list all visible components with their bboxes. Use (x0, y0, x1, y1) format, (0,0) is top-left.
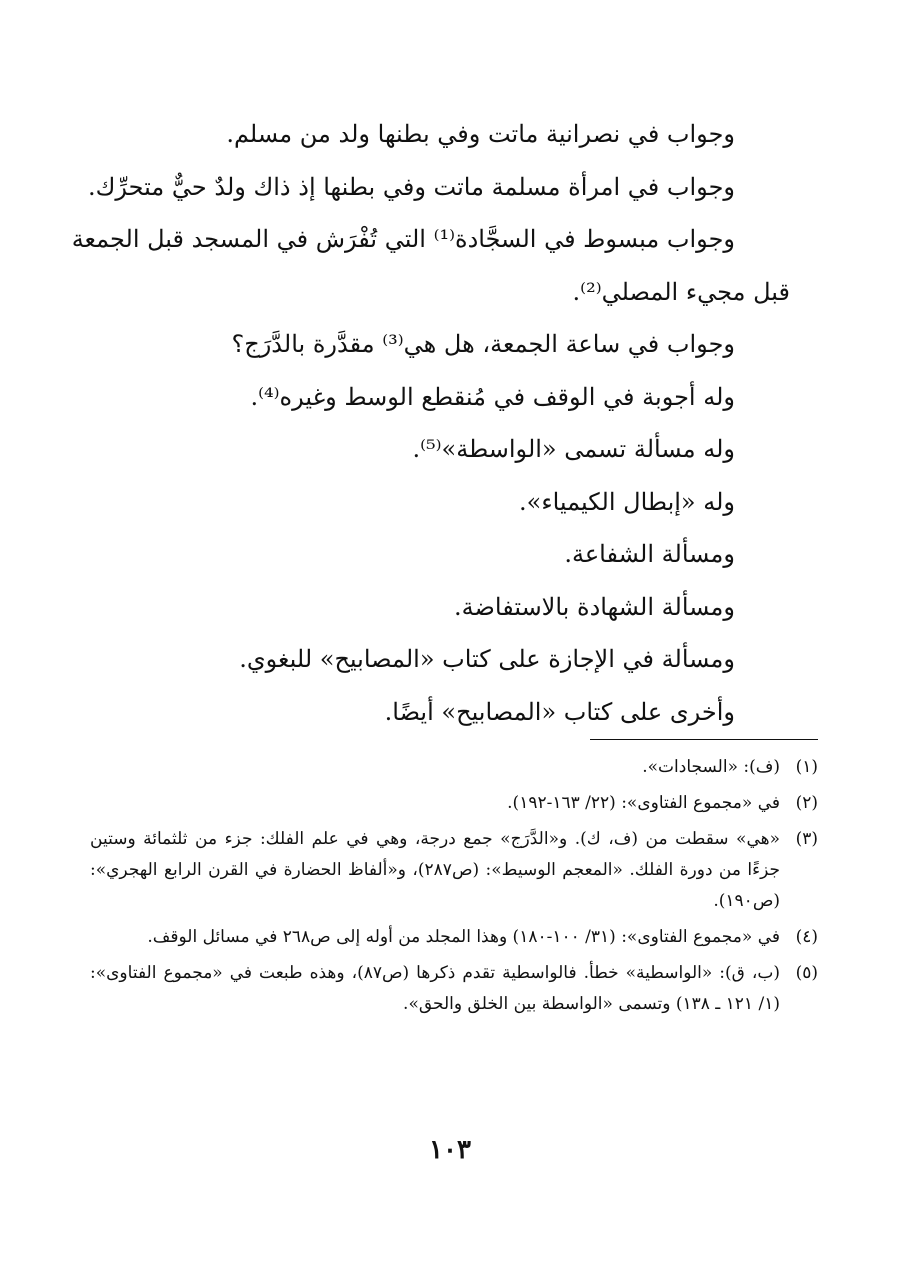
text-line: ومسألة في الإجازة على كتاب «المصابيح» للبغوي. (239, 645, 735, 673)
text-line: وجواب في ساعة الجمعة، هل هي⁽³⁾ مقدَّرة بالدَّرَج؟ (231, 330, 735, 358)
text-line: وجواب في نصرانية ماتت وفي بطنها ولد من مسلم. (226, 120, 735, 148)
footnote (90, 922, 818, 953)
text-line: قبل مجيء المصلي⁽²⁾. (572, 277, 790, 306)
footnote-text: (ب، ق): «الواسطية» خطأ. فالواسطية تقدم ذكرها (ص٨٧)، وهذه طبعت في «مجموع الفتاوى»: (١/ ١٢١ ـ ١٣٨) وتسمى «الواسطة بين الخلق والحق». (90, 963, 780, 1014)
footnote-text: في «مجموع الفتاوى»: (٣١/ ١٠٠-١٨٠) وهذا المجلد من أوله إلى ص٢٦٨ في مسائل الوقف. (147, 927, 780, 947)
footnote-number: (٤) (795, 927, 818, 947)
footnote-text: في «مجموع الفتاوى»: (٢٢/ ١٦٣-١٩٢). (507, 793, 780, 813)
text-line: وجواب في امرأة مسلمة ماتت وفي بطنها إذ ذاك ولدٌ حيٌّ متحرِّك. (88, 172, 735, 201)
footnote-text: «هي» سقطت من (ف، ك). و«الدَّرَج» جمع درجة، وهي في علم الفلك: جزء من ثلثمائة وستين جزءًا من دورة الفلك. «المعجم الوسيط»: (ص٢٨٧)، و«ألفاظ الحضارة في القرن الرابع الهجري»: (ص١٩٠). (90, 829, 781, 911)
text-line: وله مسألة تسمى «الواسطة»⁽⁵⁾. (412, 435, 735, 463)
text-line: وله أجوبة في الوقف في مُنقطع الوسط وغيره⁽⁴⁾. (250, 382, 735, 411)
footnote (90, 788, 818, 819)
footnote (90, 958, 818, 1020)
page-number: ١٠٣ (429, 1135, 471, 1165)
footnotes (90, 752, 818, 1025)
footnote (90, 752, 818, 783)
footnote-number: (٥) (795, 963, 818, 983)
text-line: وأخرى على كتاب «المصابيح» أيضًا. (384, 697, 735, 726)
text-line: وجواب مبسوط في السجَّادة⁽¹⁾ التي تُفْرَش في المسجد قبل الجمعة (71, 225, 735, 253)
text-line: وله «إبطال الكيمياء». (519, 487, 735, 516)
main-text (71, 108, 790, 738)
footnote (90, 824, 818, 917)
footnote-separator (590, 739, 818, 740)
footnote-text: (ف): «السجادات». (642, 757, 780, 777)
text-line: ومسألة الشهادة بالاستفاضة. (454, 592, 735, 621)
footnote-number: (٣) (795, 829, 818, 849)
footnote-number: (٢) (795, 793, 818, 813)
text-line: ومسألة الشفاعة. (564, 540, 735, 568)
footnote-number: (١) (795, 757, 818, 777)
